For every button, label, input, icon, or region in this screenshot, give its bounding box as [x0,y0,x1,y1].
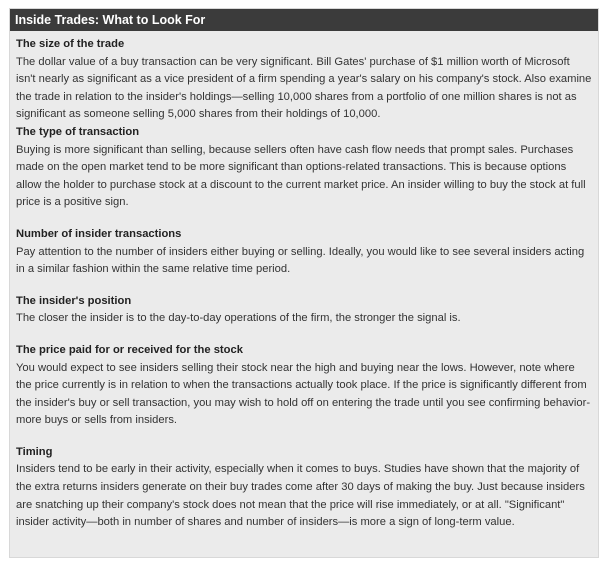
section-body: Buying is more significant than selling, because sellers often have cash flow needs that prompt sales. Purchases made on the open market tend to be more significant than options-related transactions. This is because options allow the holder to purchase stock at a discount to the current market price. An insider willing to buy the stock at full price is a positive sign. [16,143,586,209]
section-size-of-trade [16,36,592,124]
section-number-of-transactions [16,226,592,279]
spacer [16,430,592,444]
section-heading: The size of the trade [16,38,125,50]
section-timing [16,444,592,532]
panel-title: Inside Trades: What to Look For [10,9,598,31]
spacer [16,212,592,226]
section-heading: Timing [16,445,53,458]
section-heading: The type of transaction [16,125,140,138]
section-price-paid [16,342,592,430]
spacer [16,328,592,342]
section-body: You would expect to see insiders selling their stock near the high and buying near the lows. However, note where the price currently is in relation to when the transactions actually took place. If the price is significantly different from the insider's buy or sell transaction, you may wish to hold off on entering the trade until you see confirming behavior-more buys or sells from insiders. [16,361,591,427]
section-body: Pay attention to the number of insiders either buying or selling. Ideally, you would like to see several insiders acting in a similar fashion within the same relative time period. [16,245,585,276]
section-body: The closer the insider is to the day-to-day operations of the firm, the stronger the signal is. [16,312,461,325]
article-panel [9,8,599,558]
section-heading: Number of insider transactions [16,227,182,240]
spacer [16,279,592,293]
section-body: The dollar value of a buy transaction can be very significant. Bill Gates' purchase of $1 million worth of Microsoft isn't nearly as significant as a vice president of a firm spending a year's salary on his company's stock. Also examine the trade in relation to the insider's holdings—selling 10,000 shares from a portfolio of one million shares is not as significant as someone selling 5,000 shares from their holdings of 10,000. [16,55,592,121]
section-insider-position [16,293,592,328]
section-body: Insiders tend to be early in their activity, especially when it comes to buys. Studies have shown that the majority of the extra returns insiders generate on their buy trades come after 30 days of making the buy. Just because insiders are snatching up their company's stock does not mean that the price will rise immediately, or at all. "Significant" insider activity—both in number of shares and number of insiders—is more a sign of long-term value. [16,463,585,529]
article-content [10,31,598,532]
section-type-of-transaction [16,124,592,212]
section-heading: The price paid for or received for the stock [16,343,243,356]
section-heading: The insider's position [16,294,132,307]
